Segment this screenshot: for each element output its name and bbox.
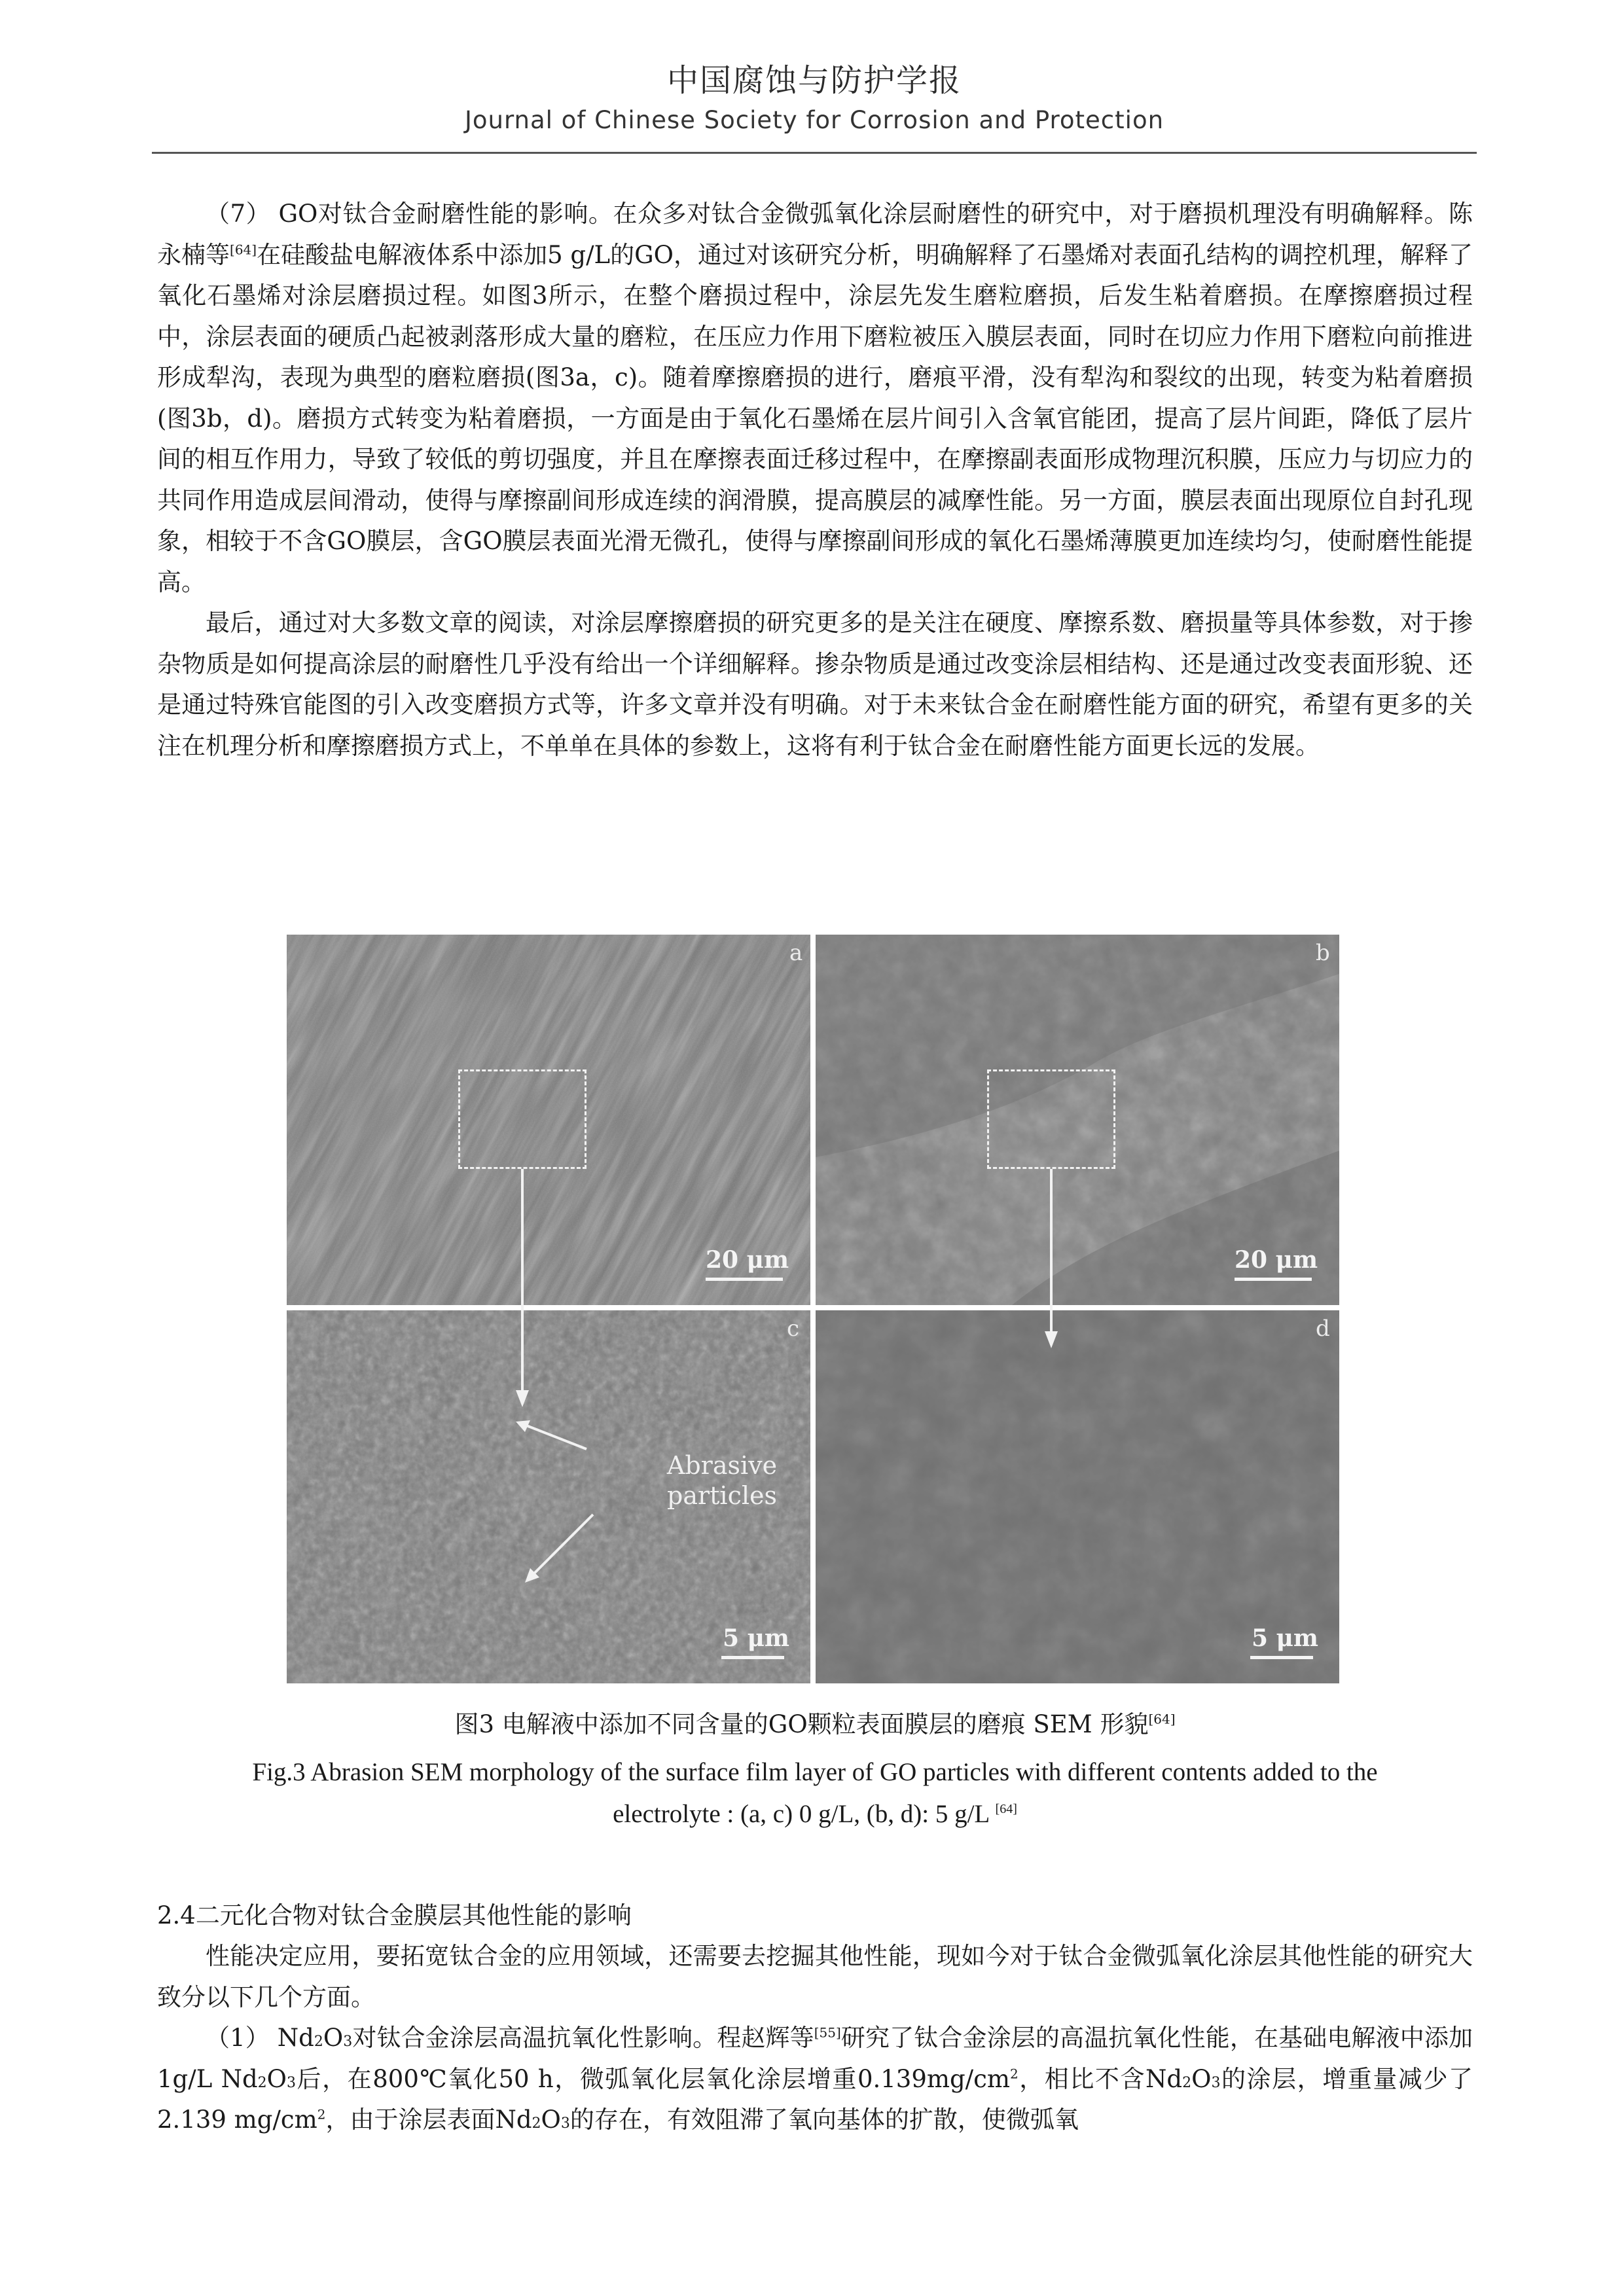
panel-label-c: c: [787, 1316, 800, 1342]
text-span: 研究了钛合金涂层的高温抗氧化性能，在基础电解液中添加1g/L Nd: [157, 2024, 1473, 2093]
body-section-top: [157, 194, 1473, 766]
paragraph-summary: 最后，通过对大多数文章的阅读，对涂层摩擦磨损的研究更多的是关注在硬度、摩擦系数、磨损量等具体参数，对于掺杂物质是如何提高涂层的耐磨性几乎没有给出一个详细解释。掺杂物质是通过改变涂层相结构、还是通过改变表面形貌、还是通过特殊官能图的引入改变磨损方式等，许多文章并没有明确。对于未来钛合金在耐磨性能方面的研究，希望有更多的关注在机理分析和摩擦磨损方式上，不单单在具体的参数上，这将有利于钛合金在耐磨性能方面更长远的发展。: [157, 609, 1473, 760]
scale-label-a: 20 μm: [706, 1246, 789, 1274]
subscript: 2: [532, 2115, 541, 2132]
subscript: 2: [1182, 2074, 1192, 2091]
paragraph-intro: 性能决定应用，要拓宽钛合金的应用领域，还需要去挖掘其他性能，现如今对于钛合金微弧氧化涂层其他性能的研究大致分以下几个方面。: [157, 1942, 1473, 2011]
journal-header: [152, 58, 1477, 137]
superscript: 2: [317, 2106, 326, 2123]
panel-label-b: b: [1316, 940, 1330, 966]
text-span: 对钛合金涂层高温抗氧化性影响。程赵辉等: [352, 2024, 814, 2052]
text-span: 在硅酸盐电解液体系中添加5 g/L的GO，通过对该研究分析，明确解释了石墨烯对表面孔结构的调控机理，解释了氧化石墨烯对涂层磨损过程。如图3所示，在整个磨损过程中，涂层先发生磨粒磨损，后发生粘着磨损。在摩擦磨损过程中，涂层表面的硬质凸起被剥落形成大量的磨粒，在压应力作用下磨粒被压入膜层表面，同时在切应力作用下磨粒向前推进形成犁沟，表现为典型的磨粒磨损(图3a，c)。随着摩擦磨损的进行，磨痕平滑，没有犁沟和裂纹的出现，转变为粘着磨损(图3b，d)。磨损方式转变为粘着磨损，一方面是由于氧化石墨烯在层片间引入含氧官能团，提高了层片间距，降低了层片间的相互作用力，导致了较低的剪切强度，并且在摩擦表面迁移过程中，在摩擦副表面形成物理沉积膜，压应力与切应力的共同作用造成层间滑动，使得与摩擦副间形成连续的润滑膜，提高膜层的减摩性能。另一方面，膜层表面出现原位自封孔现象，相较于不含GO膜层，含GO膜层表面光滑无微孔，使得与摩擦副间形成的氧化石墨烯薄膜更加连续均匀，使耐磨性能提高。: [157, 240, 1473, 596]
subscript: 3: [560, 2115, 570, 2132]
text-span: 的存在，有效阻滞了氧向基体的扩散，使微弧氧: [569, 2106, 1079, 2134]
text-span: ，相比不含Nd: [1018, 2064, 1183, 2093]
figure-3: [287, 935, 1339, 1683]
body-section-bottom: [157, 1936, 1473, 2141]
superscript: 2: [1009, 2066, 1019, 2082]
annotation-line: particles: [667, 1481, 777, 1510]
citation: [64]: [230, 242, 257, 258]
annotation-line: Abrasive: [666, 1451, 778, 1480]
text-span: （7） GO对钛合金耐磨性能的影响。在众多对钛合金微弧氧化涂层耐磨性的研究中，对于磨损机理没有明确解释。陈永楠等: [157, 200, 1473, 269]
citation: [55]: [814, 2024, 841, 2041]
subscript: 3: [1211, 2074, 1221, 2091]
paragraph-nd2o3: [157, 2018, 1473, 2141]
text-span: （1） Nd: [206, 2024, 314, 2052]
text-span: ，由于涂层表面Nd: [325, 2106, 532, 2134]
figure-caption-cn: [157, 1707, 1473, 1742]
text-span: O: [323, 2024, 344, 2052]
scale-label-c: 5 μm: [723, 1624, 790, 1652]
panel-label-a: a: [789, 940, 803, 966]
scale-label-b: 20 μm: [1235, 1246, 1318, 1274]
scale-label-d: 5 μm: [1252, 1624, 1319, 1652]
caption-text: electrolyte : (a, c) 0 g/L, (b, d): 5 g/L: [613, 1800, 989, 1828]
section-heading: 2.4二元化合物对钛合金膜层其他性能的影响: [157, 1901, 632, 1929]
text-span: O: [541, 2106, 561, 2134]
text-span: O: [266, 2064, 287, 2093]
journal-subtitle: Journal of Chinese Society for Corrosion and Protection: [464, 106, 1164, 134]
subscript: 3: [343, 2034, 353, 2050]
paragraph-go-wear: [157, 194, 1473, 603]
zoom-arrows: [287, 935, 1339, 1683]
subscript: 3: [287, 2074, 296, 2091]
subscript: 2: [257, 2074, 267, 2091]
caption-line: [157, 1793, 1473, 1835]
header-divider: [152, 152, 1477, 154]
text-span: 后，在800℃氧化50 h，微弧氧化层氧化涂层增重0.139mg/cm: [296, 2064, 1010, 2093]
caption-text: 图3 电解液中添加不同含量的GO颗粒表面膜层的磨痕 SEM 形貌: [454, 1710, 1149, 1738]
panel-label-d: d: [1316, 1316, 1330, 1342]
subscript: 2: [314, 2034, 323, 2050]
text-span: 的涂层，增重量减少了2.139 mg/cm: [157, 2064, 1473, 2134]
journal-title: 中国腐蚀与防护学报: [666, 62, 962, 99]
caption-line: Fig.3 Abrasion SEM morphology of the surface film layer of GO particles with different contents added to the: [252, 1758, 1378, 1786]
citation: [64]: [995, 1802, 1017, 1816]
figure-caption-en: [157, 1751, 1473, 1835]
citation: [64]: [1148, 1711, 1176, 1727]
text-span: O: [1191, 2064, 1212, 2093]
